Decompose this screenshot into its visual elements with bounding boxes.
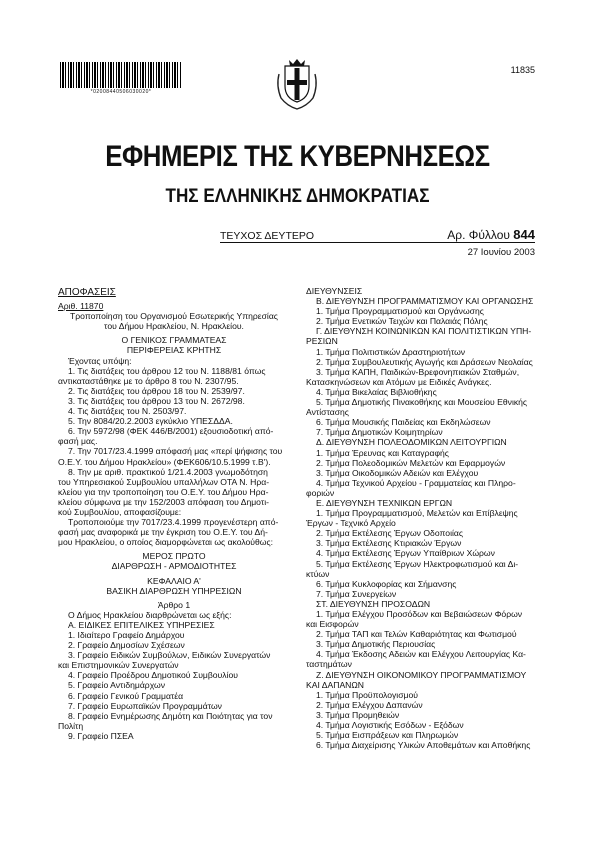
text-line: 4. Τμήμα Τεχνικού Αρχείου - Γραμματείας και Πληρο-: [316, 477, 516, 488]
text-line: 3. Τις διατάξεις του άρθρου 13 του Ν. 2672/98.: [68, 395, 245, 406]
text-line: φασή μας.: [58, 436, 98, 447]
text-line: Άρθρο 1: [157, 599, 191, 610]
text-line: ΡΕΣΙΩΝ: [306, 336, 338, 347]
text-line: 2. Τμήμα Πολεοδομικών Μελετών και Εφαρμογών: [316, 457, 506, 468]
gazette-title: ΕΦΗΜΕΡΙΣ ΤΗΣ ΚΥΒΕΡΝΗΣΕΩΣ: [105, 140, 490, 173]
text-line: 4. Γραφείο Προέδρου Δημοτικού Συμβουλίου: [68, 670, 238, 681]
text-line: 3. Γραφείο Ειδικών Συμβούλων, Ειδικών Συνεργατών: [68, 650, 271, 661]
text-line: 5. Τμήμα Εκτέλεσης Έργων Ηλεκτροφωτισμού και Δι-: [316, 558, 519, 569]
text-line: 2. Τις διατάξεις του άρθρου 18 του Ν. 2539/97.: [68, 385, 245, 396]
text-line: 3. Τμήμα Προμηθειών: [316, 709, 400, 720]
text-line: Ο ΓΕΝΙΚΟΣ ΓΡΑΜΜΑΤΕΑΣ: [121, 335, 227, 346]
sheet-label: Αρ. Φύλλου: [447, 228, 510, 242]
text-line: μου Ηρακλείου, ο οποίος διαμορφώνεται ως ακολούθως:: [58, 537, 274, 548]
text-line: Ο.Ε.Υ. του Δήμου Ηρακλείου» (ΦΕΚ606/10.5.1999 τ.Β').: [58, 456, 271, 467]
text-line: Ζ. ΔΙΕΥΘΥΝΣΗ ΟΙΚΟΝΟΜΙΚΟΥ ΠΡΟΓΡΑΜΜΑΤΙΣΜΟΥ: [316, 669, 527, 680]
sheet-number: [447, 227, 535, 242]
text-line: Αντίστασης: [306, 407, 349, 418]
text-line: ΔΙΕΥΘΥΝΣΕΙΣ: [306, 286, 363, 296]
header-rule: [220, 242, 535, 243]
text-line: ΚΑΙ ΔΑΠΑΝΩΝ: [306, 679, 365, 690]
text-line: Κατασκηνώσεων και Ατόμων με Ειδικές Ανάγκες.: [306, 376, 492, 387]
text-line: 2. Τμήμα Συμβουλευτικής Αγωγής και Δράσεων Νεολαίας: [316, 356, 533, 367]
text-line: 1. Τμήμα Έρευνας και Καταγραφής: [316, 447, 449, 458]
text-line: Τροποποίηση του Οργανισμού Εσωτερικής Υπηρεσίας: [70, 311, 278, 322]
text-line: ΠΕΡΙΦΕΡΕΙΑΣ ΚΡΗΤΗΣ: [126, 345, 222, 356]
text-line: 7. Γραφείο Ευρωπαϊκών Προγραμμάτων: [68, 700, 222, 711]
issue-label: ΤΕΥΧΟΣ ΔΕΥΤΕΡΟ: [220, 230, 315, 242]
text-line: 6. Την 5972/98 (ΦΕΚ 446/Β/2001) εξουσιοδοτική από-: [68, 426, 274, 437]
text-line: και Εισφορών: [306, 619, 359, 630]
text-line: 1. Ιδιαίτερο Γραφείο Δημάρχου: [68, 630, 185, 640]
text-line: του Δήμου Ηρακλείου, Ν. Ηρακλείου.: [104, 321, 244, 332]
text-line: ΑΠΟΦΑΣΕΙΣ: [58, 287, 116, 298]
text-line: 7. Τμήμα Δημοτικών Κοιμητηρίων: [316, 427, 443, 438]
text-line: 2. Τμήμα Ενετικών Τειχών και Παλαιάς Πόλης: [316, 316, 488, 327]
issue-date: 27 Ιουνίου 2003: [467, 247, 535, 258]
text-line: κού Συμβουλίου, αποφασίζουμε:: [58, 506, 182, 517]
text-line: 4. Τμήμα Έκδοσης Αδειών και Ελέγχου Λειτουργίας Κα-: [316, 649, 526, 660]
text-line: 1. Τμήμα Προγραμματισμού, Μελετών και Επίβλεψης: [316, 508, 518, 519]
text-line: 2. Τμήμα ΤΑΠ και Τελών Καθαριότητας και Φωτισμού: [316, 629, 517, 640]
text-line: Ε. ΔΙΕΥΘΥΝΣΗ ΤΕΧΝΙΚΩΝ ΕΡΓΩΝ: [316, 497, 453, 508]
text-line: ΔΙΑΡΘΡΩΣΗ - ΑΡΜΟΔΙΟΤΗΤΕΣ: [111, 561, 237, 572]
text-line: και Επιστημονικών Συνεργατών: [58, 660, 179, 671]
text-line: 4. Τμήμα Εκτέλεσης Έργων Υπαίθριων Χώρων: [316, 548, 495, 559]
text-line: 7. Τμήμα Συνεργείων: [316, 588, 397, 599]
left-column: [58, 288, 290, 741]
text-line: Β. ΔΙΕΥΘΥΝΣΗ ΠΡΟΓΡΑΜΜΑΤΙΣΜΟΥ ΚΑΙ ΟΡΓΑΝΩΣΗΣ: [316, 296, 534, 307]
text-line: Ο Δήμος Ηρακλείου διαρθρώνεται ως εξής:: [68, 609, 232, 620]
text-line: 2. Γραφείο Δημοσίων Σχέσεων: [68, 640, 185, 651]
text-line: 3. Τμήμα Εκτέλεσης Κτιριακών Έργων: [316, 538, 462, 549]
text-line: 4. Τμήμα Βικελαίας Βιβλιοθήκης: [316, 386, 437, 397]
text-line: 5. Τμήμα Δημοτικής Πινακοθήκης και Μουσείου Εθνικής: [316, 397, 528, 408]
text-line: ταστημάτων: [306, 659, 352, 670]
text-line: 5. Την 8084/20.2.2003 εγκύκλιο ΥΠΕΣΔΔΑ.: [68, 416, 233, 427]
text-line: ΒΑΣΙΚΗ ΔΙΑΡΘΡΩΣΗ ΥΠΗΡΕΣΙΩΝ: [106, 585, 242, 596]
text-line: 1. Τμήμα Πολιτιστικών Δραστηριοτήτων: [316, 346, 466, 357]
text-line: 3. Τμήμα Οικοδομικών Αδειών και Ελέγχου: [316, 467, 479, 478]
text-line: φασή μας αναφορικά με την έγκριση του Ο.Ε.Υ. του Δή-: [58, 527, 268, 538]
text-line: 1. Τμήμα Ελέγχου Προσόδων και Βεβαιώσεων Φόρων: [316, 609, 523, 619]
text-line: φοριών: [306, 487, 335, 498]
text-line: 1. Τις διατάξεις του άρθρου 12 του Ν. 1188/81 όπως: [68, 365, 266, 376]
barcode: [60, 62, 182, 88]
text-line: Πολίτη: [58, 720, 84, 731]
text-line: 2. Τμήμα Ελέγχου Δαπανών: [316, 699, 423, 710]
text-line: κλείου σύμφωνα με την 152/2003 απόφαση του Δημοτι-: [58, 496, 269, 507]
right-column: [306, 286, 538, 750]
text-line: 6. Τμήμα Κυκλοφορίας και Σήμανσης: [316, 578, 457, 589]
page-number: 11835: [510, 65, 535, 75]
text-line: Α. ΕΙΔΙΚΕΣ ΕΠΙΤΕΛΙΚΕΣ ΥΠΗΡΕΣΙΕΣ: [68, 619, 215, 630]
text-line: 7. Την 7017/23.4.1999 απόφασή μας «περί ψήφισης του: [68, 446, 283, 457]
text-line: 6. Γραφείο Γενικού Γραμματέα: [68, 690, 184, 701]
text-line: ΚΕΦΑΛΑΙΟ Α': [147, 575, 201, 586]
text-line: 1. Τμήμα Προγραμματισμού και Οργάνωσης: [316, 306, 484, 317]
text-line: Έργων - Τεχνικό Αρχείο: [306, 518, 396, 529]
text-line: 6. Τμήμα Μουσικής Παιδείας και Εκδηλώσεων: [316, 417, 491, 428]
text-line: 6. Τμήμα Διαχείρισης Υλικών Αποθεμάτων και Αποθήκης: [316, 740, 531, 751]
barcode-text: *02008440506030020*: [90, 89, 152, 95]
text-line: Έχοντας υπόψη:: [68, 355, 132, 366]
text-line: ΣΤ. ΔΙΕΥΘΥΝΣΗ ΠΡΟΣΟΔΩΝ: [316, 598, 431, 609]
text-line: 8. Γραφείο Ενημέρωσης Δημότη και Ποιότητας για τον: [68, 710, 273, 721]
text-line: 2. Τμήμα Εκτέλεσης Έργων Οδοποιίας: [316, 528, 464, 539]
text-line: 3. Τμήμα Δημοτικής Περιουσίας: [316, 639, 436, 650]
text-line: Αριθ. 11870: [58, 301, 104, 312]
text-line: κλείου για την τροποποίηση του Ο.Ε.Υ. του Δήμου Ηρα-: [58, 486, 269, 497]
text-line: αντικαταστάθηκε με το άρθρο 8 του Ν. 2307/95.: [58, 375, 239, 386]
text-line: 3. Τμήμα ΚΑΠΗ, Παιδικών-Βρεφονηπιακών Σταθμών,: [316, 366, 520, 377]
text-line: 4. Τμήμα Λογιστικής Εσόδων - Εξόδων: [316, 720, 464, 731]
text-line: του Υπηρεσιακού Συμβουλίου υπαλλήλων ΟΤΑ Ν. Ηρα-: [58, 476, 270, 487]
text-line: 8. Την με αριθ. πρακτικού 1/21.4.2003 γνωμοδότηση: [68, 466, 268, 477]
text-line: 5. Τμήμα Εισπράξεων και Πληρωμών: [316, 730, 459, 741]
text-line: 1. Τμήμα Προϋπολογισμού: [316, 689, 418, 700]
text-line: 4. Τις διατάξεις του Ν. 2503/97.: [68, 406, 187, 417]
text-line: 9. Γραφείο ΠΣΕΑ: [68, 730, 134, 741]
gazette-subtitle: ΤΗΣ ΕΛΛΗΝΙΚΗΣ ΔΗΜΟΚΡΑΤΙΑΣ: [165, 186, 430, 207]
sheet-value: 844: [513, 227, 535, 242]
text-line: 5. Γραφείο Αντιδημάρχων: [68, 680, 165, 691]
text-line: ΜΕΡΟΣ ΠΡΩΤΟ: [142, 551, 206, 562]
text-line: Δ. ΔΙΕΥΘΥΝΣΗ ΠΟΛΕΟΔΟΜΙΚΩΝ ΛΕΙΤΟΥΡΓΙΩΝ: [316, 437, 507, 448]
text-line: κτύων: [306, 568, 330, 579]
greek-coat-of-arms-icon: [273, 56, 321, 110]
text-line: Τροποποιούμε την 7017/23.4.1999 προγενέστερη από-: [68, 517, 279, 528]
text-line: Γ. ΔΙΕΥΘΥΝΣΗ ΚΟΙΝΩΝΙΚΩΝ ΚΑΙ ΠΟΛΙΤΙΣΤΙΚΩΝ ΥΠΗ-: [316, 326, 532, 337]
